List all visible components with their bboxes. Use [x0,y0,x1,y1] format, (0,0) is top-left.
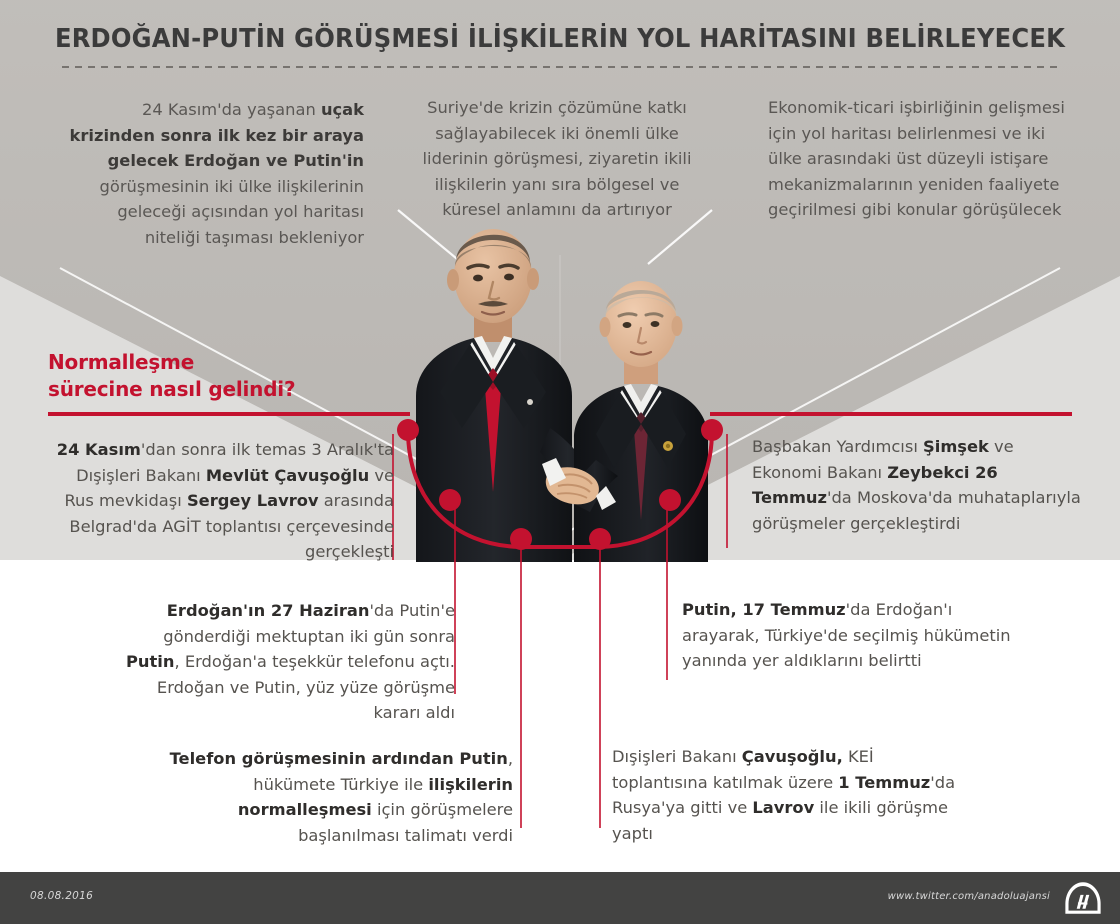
timeline-dot-6 [589,528,611,550]
timeline-dot-2 [701,419,723,441]
top-description-block-2: Suriye'de krizin çözümüne katkı sağlayabilecek iki önemli ülke liderinin görüşmesi, ziyaretin ikili ilişkilerin yanı sıra bölgesel ve küresel anlamını da artırıyor [422,98,692,219]
timeline-entry-5: Telefon görüşmesinin ardından Putin, hükümete Türkiye ile ilişkilerin normalleşmesi için görüşmelere başlanılması talimatı verdi [169,749,513,845]
timeline-dot-3 [439,489,461,511]
timeline-entry-2: Başbakan Yardımcısı Şimşek ve Ekonomi Bakanı Zeybekci 26 Temmuz'da Moskova'da muhataplarıyla görüşmeler gerçekleştirdi [752,437,1081,533]
section-heading-line-2: sürecine nasıl gelindi? [48,377,296,401]
timeline-entry-4: Putin, 17 Temmuz'da Erdoğan'ı arayarak, Türkiye'de seçilmiş hükümetin yanında yer aldıklarını belirtti [682,600,1011,670]
footer [0,872,1120,924]
footer-date: 08.08.2016 [30,890,94,902]
footer-twitter-link[interactable]: www.twitter.com/anadoluajansi [887,891,1050,902]
timeline-dot-5 [510,528,532,550]
section-heading-line-1: Normalleşme [48,350,195,374]
timeline-dot-1 [397,419,419,441]
timeline-dot-4 [659,489,681,511]
page-title: ERDOĞAN-PUTİN GÖRÜŞMESİ İLİŞKİLERİN YOL HARİTASINI BELİRLEYECEK [54,24,1066,54]
timeline-entry-6: Dışişleri Bakanı Çavuşoğlu, KEİ toplantısına katılmak üzere 1 Temmuz'da Rusya'ya gitti ve Lavrov ile ikili görüşme yaptı [612,747,956,843]
top-description-block-3: Ekonomik-ticari işbirliğinin gelişmesi için yol haritası belirlenmesi ve iki ülke arasındaki üst düzeyli istişare mekanizmalarının yeniden faaliyete geçirilmesi gibi konular görüşülecek [768,98,1065,219]
timeline-entry-1: 24 Kasım'dan sonra ilk temas 3 Aralık'ta Dışişleri Bakanı Mevlüt Çavuşoğlu ve Rus mevkidaşı Sergey Lavrov arasında Belgrad'da AGİT toplantısı çerçevesinde gerçekleşti [56,440,394,561]
anadolu-ajansi-logo-icon [1064,881,1102,915]
timeline-entry-3: Erdoğan'ın 27 Haziran'da Putin'e gönderdiği mektuptan iki gün sonra Putin, Erdoğan'a teşekkür telefonu açtı. Erdoğan ve Putin, yüz yüze görüşme kararı aldı [126,601,455,722]
top-description-block-1: 24 Kasım'da yaşanan uçak krizinden sonra ilk kez bir araya gelecek Erdoğan ve Putin'in görüşmesinin iki ülke ilişkilerinin geleceği açısından yol haritası niteliği taşıması bekleniyor [69,100,364,247]
